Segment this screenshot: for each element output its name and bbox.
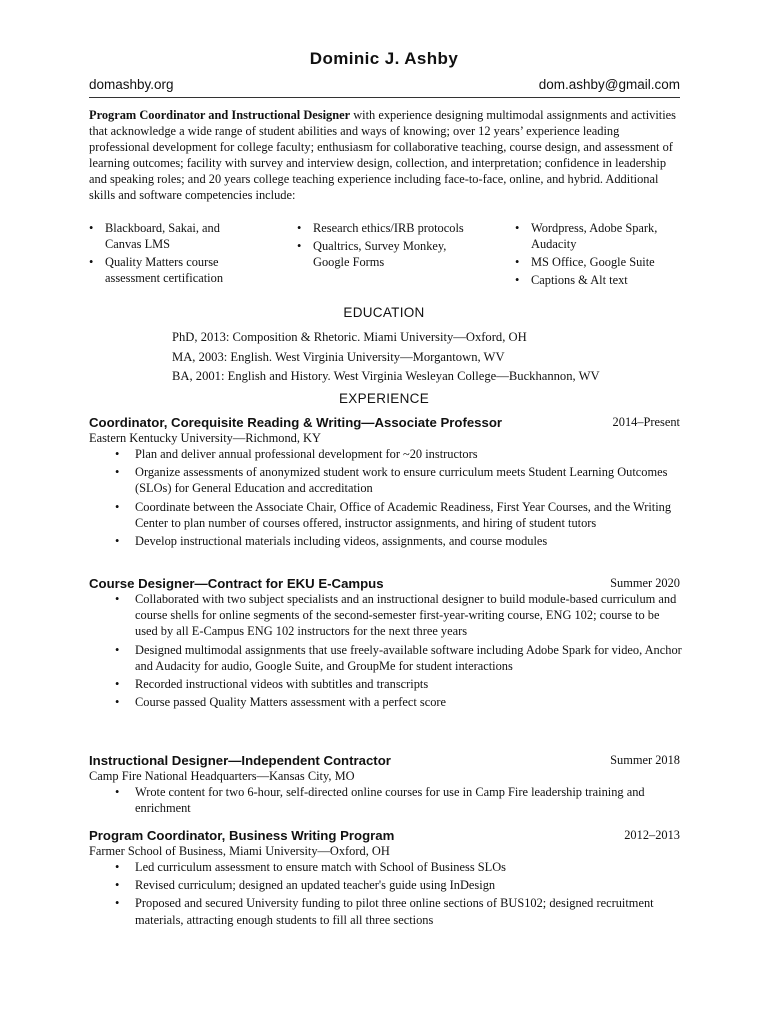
job-bullets — [89, 784, 682, 816]
bullet-icon: • — [115, 896, 120, 911]
bullet-icon: • — [89, 221, 94, 235]
job-organization: Eastern Kentucky University—Richmond, KY — [89, 431, 321, 445]
skills-column-2 — [297, 220, 477, 272]
website-link[interactable]: domashby.org — [89, 77, 174, 92]
job-bullets — [89, 859, 682, 928]
skill-item: • Blackboard, Sakai, and Canvas LMS — [89, 221, 220, 251]
list-item: • Wrote content for two 6-hour, self-directed online courses for use in Camp Fire leadership training and enrichment — [115, 785, 645, 816]
skill-item: • Research ethics/IRB protocols — [297, 221, 464, 235]
job-title: Course Designer—Contract for EKU E-Campus — [89, 576, 384, 591]
bullet-icon: • — [115, 592, 120, 606]
skill-item: • Wordpress, Adobe Spark, Audacity — [515, 221, 658, 251]
bullet-icon: • — [115, 695, 120, 710]
list-item: • Coordinate between the Associate Chair, Office of Academic Readiness, First Year Courses, and the Writing Center to plan number of courses offered, instructor assignments, and hiring of student tutors — [115, 499, 672, 530]
email-link[interactable]: dom.ashby@gmail.com — [538, 77, 680, 92]
skills-column-1 — [89, 220, 249, 288]
list-item: • Organize assessments of anonymized student work to ensure curriculum meets Student Learning Outcomes (SLOs) for General Education and accreditation — [115, 465, 668, 496]
summary-lead: Program Coordinator and Instructional Designer — [89, 108, 351, 122]
list-item: • Develop instructional materials including videos, assignments, and course modules — [115, 534, 548, 549]
job-date: 2014–Present — [612, 415, 680, 429]
bullet-icon: • — [89, 255, 94, 269]
job-entry — [89, 828, 682, 930]
job-date: 2012–2013 — [624, 828, 680, 842]
skill-item: • Qualtrics, Survey Monkey, Google Forms — [297, 239, 447, 269]
candidate-name: Dominic J. Ashby — [309, 49, 459, 68]
job-organization: Camp Fire National Headquarters—Kansas City, MO — [89, 769, 355, 783]
contact-line — [89, 77, 680, 98]
job-title: Program Coordinator, Business Writing Program — [89, 828, 395, 843]
bullet-icon: • — [115, 642, 120, 657]
bullet-icon: • — [115, 465, 120, 480]
skills-column-3 — [515, 220, 685, 290]
bullet-icon: • — [515, 273, 520, 287]
job-title: Instructional Designer—Independent Contractor — [89, 753, 391, 768]
job-title: Coordinator, Corequisite Reading & Writing—Associate Professor — [89, 415, 503, 430]
bullet-icon: • — [515, 255, 520, 269]
summary-paragraph — [89, 107, 682, 204]
bullet-icon: • — [115, 785, 120, 799]
education-heading: EDUCATION — [343, 305, 425, 320]
bullet-icon: • — [115, 499, 120, 514]
job-entry — [89, 576, 682, 712]
education-list — [172, 328, 600, 387]
list-item: • Proposed and secured University funding to pilot three online sections of BUS102; designed recruitment materials, attracting enough students to fill all three sections — [115, 896, 654, 927]
list-item: • Plan and deliver annual professional development for ~20 instructors — [115, 447, 478, 461]
bullet-icon: • — [115, 860, 120, 874]
job-date: Summer 2020 — [610, 576, 680, 590]
list-item: • Revised curriculum; designed an updated teacher's guide using InDesign — [115, 878, 496, 893]
job-organization: Farmer School of Business, Miami University—Oxford, OH — [89, 844, 390, 858]
bullet-icon: • — [297, 221, 302, 235]
job-bullets — [89, 446, 682, 549]
list-item: • Course passed Quality Matters assessment with a perfect score — [115, 695, 447, 710]
bullet-icon: • — [297, 239, 302, 253]
education-entry: PhD, 2013: Composition & Rhetoric. Miami University—Oxford, OH — [172, 330, 527, 344]
job-date: Summer 2018 — [610, 753, 680, 767]
list-item: • Led curriculum assessment to ensure match with School of Business SLOs — [115, 860, 506, 874]
experience-heading: EXPERIENCE — [338, 391, 430, 406]
skill-item: • Quality Matters course assessment certification — [89, 255, 224, 285]
bullet-icon: • — [115, 878, 120, 893]
job-entry — [89, 415, 682, 551]
skill-item: • Captions & Alt text — [515, 273, 628, 287]
bullet-icon: • — [115, 447, 120, 461]
list-item: • Designed multimodal assignments that use freely-available software including Adobe Spark for video, Anchor and Audacity for audio, Google Suite, and GroupMe for student interactions — [115, 642, 682, 673]
list-item: • Collaborated with two subject specialists and an instructional designer to build module-based curriculum and course shells for online segments of the second-semester first-year-writing course, ENG 102; course to be used by all E-Campus ENG 102 instructors for the next three years — [115, 592, 677, 639]
job-bullets — [89, 591, 682, 710]
summary-text: with experience designing multimodal assignments and activities that acknowledge a wide range of student abilities and ways of knowing; over 12 years’ experience leading professional development for college faculty; enthusiasm for collaborative teaching, course design, and assessment of learning outcomes; facility with survey and interview design, collection, and interpretation; confidence in leadership and speaking roles; and 20 years college teaching experience including face-to-face, online, and hybrid. Additional skills and software competencies include: — [89, 108, 676, 203]
skill-item: • MS Office, Google Suite — [515, 255, 655, 269]
list-item: • Recorded instructional videos with subtitles and transcripts — [115, 677, 429, 692]
education-entry: BA, 2001: English and History. West Virginia Wesleyan College—Buckhannon, WV — [172, 369, 600, 383]
education-entry: MA, 2003: English. West Virginia University—Morgantown, WV — [172, 349, 505, 364]
bullet-icon: • — [115, 534, 120, 549]
job-entry — [89, 753, 682, 818]
bullet-icon: • — [515, 221, 520, 235]
bullet-icon: • — [115, 677, 120, 692]
